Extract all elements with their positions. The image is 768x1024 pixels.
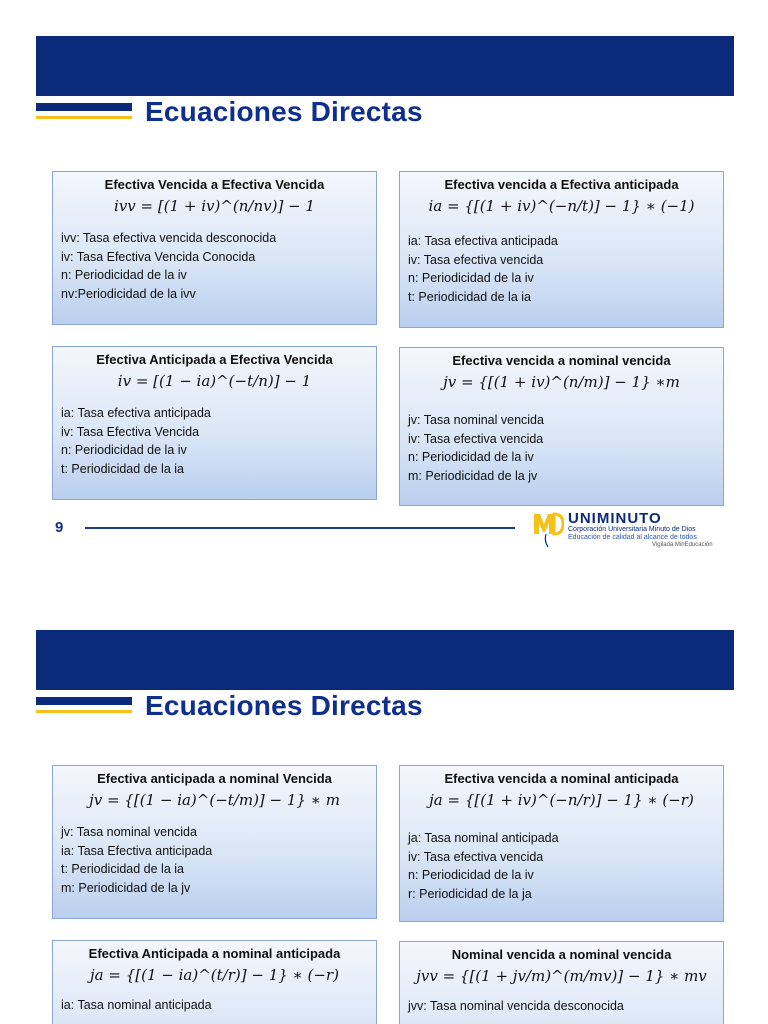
card-line: m: Periodicidad de la jv — [408, 468, 538, 483]
card-equation: ja = {[(1 − ia)^(t/r)] − 1} ∗ (−r) — [90, 966, 339, 984]
card-title: Efectiva Anticipada a Efectiva Vencida — [96, 352, 333, 367]
formula-card — [399, 347, 724, 506]
card-line: m: Periodicidad de la jv — [61, 880, 191, 895]
card-equation: ivv = [(1 + iv)^(n/nv)] − 1 — [114, 197, 315, 215]
card-line: ia: Tasa efectiva anticipada — [408, 234, 558, 248]
card-line: ia: Tasa efectiva anticipada — [61, 406, 211, 420]
card-line: iv: Tasa Efectiva Vencida Conocida — [61, 249, 256, 264]
card-line: n: Periodicidad de la iv — [61, 268, 187, 282]
card-title: Efectiva Vencida a Efectiva Vencida — [104, 177, 325, 192]
formula-card — [399, 765, 724, 922]
logo-line: Vigilada MinEducación — [652, 542, 713, 548]
card-line: nv:Periodicidad de la ivv — [61, 286, 196, 301]
card-equation: jv = {[(1 − ia)^(−t/m)] − 1} ∗ m — [89, 791, 340, 809]
card-line: n: Periodicidad de la iv — [61, 443, 187, 457]
formula-card — [399, 171, 724, 328]
card-title: Efectiva vencida a Efectiva anticipada — [444, 177, 679, 192]
formula-card — [399, 941, 724, 1024]
formula-card — [52, 171, 377, 325]
header-band — [36, 630, 734, 690]
card-line: ia: Tasa nominal anticipada — [61, 998, 212, 1012]
card-line: n: Periodicidad de la iv — [408, 450, 534, 464]
formula-card — [52, 765, 377, 919]
card-title: Efectiva anticipada a nominal Vencida — [97, 771, 332, 786]
logo-line: Educación de calidad al alcance de todos — [568, 534, 697, 541]
md-logo-icon — [532, 510, 564, 548]
card-line: n: Periodicidad de la iv — [408, 868, 534, 882]
card-line: ja: Tasa nominal anticipada — [408, 831, 559, 845]
title-accent — [36, 697, 132, 713]
header-band — [36, 36, 734, 96]
formula-card — [52, 940, 377, 1024]
card-line: ivv: Tasa efectiva vencida desconocida — [61, 231, 277, 245]
card-title: Efectiva vencida a nominal anticipada — [444, 771, 679, 786]
card-equation: ia = {[(1 + iv)^(−n/t)] − 1} ∗ (−1) — [428, 197, 695, 215]
card-line: iv: Tasa efectiva vencida — [408, 252, 544, 267]
card-line: n: Periodicidad de la iv — [408, 271, 534, 285]
logo-line: Corporación Universitaria Minuto de Dios — [568, 526, 696, 533]
slide-title: Ecuaciones Directas — [145, 96, 423, 127]
card-line: jv: Tasa nominal vencida — [408, 413, 544, 427]
card-line: t: Periodicidad de la ia — [408, 289, 531, 304]
card-line: iv: Tasa Efectiva Vencida — [61, 424, 200, 439]
card-line: t: Periodicidad de la ia — [61, 461, 184, 476]
card-equation: iv = [(1 − ia)^(−t/n)] − 1 — [117, 372, 312, 390]
card-line: t: Periodicidad de la ia — [61, 862, 184, 876]
card-line: iv: Tasa efectiva vencida — [408, 849, 544, 864]
slide-title: Ecuaciones Directas — [145, 690, 423, 721]
formula-card — [52, 346, 377, 500]
footer-divider — [85, 527, 515, 529]
uniminuto-logo — [532, 508, 732, 552]
card-title: Efectiva vencida a nominal vencida — [452, 353, 671, 368]
card-title: Efectiva Anticipada a nominal anticipada — [88, 946, 341, 961]
slide-2 — [0, 594, 768, 1024]
card-line: r: Periodicidad de la ja — [408, 886, 532, 901]
card-line: iv: Tasa efectiva vencida — [408, 431, 544, 446]
page-number: 9 — [55, 519, 64, 536]
card-title: Nominal vencida a nominal vencida — [451, 947, 672, 962]
card-line: jv: Tasa nominal vencida — [61, 825, 197, 839]
card-equation: jv = {[(1 + iv)^(n/m)] − 1} ∗m — [443, 373, 680, 391]
logo-brand: UNIMINUTO — [568, 510, 662, 527]
card-line: ia: Tasa Efectiva anticipada — [61, 843, 213, 858]
card-line: jvv: Tasa nominal vencida desconocida — [408, 999, 624, 1013]
card-equation: ja = {[(1 + iv)^(−n/r)] − 1} ∗ (−r) — [429, 791, 694, 809]
card-equation: jvv = {[(1 + jv/m)^(m/mv)] − 1} ∗ mv — [416, 967, 707, 985]
title-accent — [36, 103, 132, 119]
